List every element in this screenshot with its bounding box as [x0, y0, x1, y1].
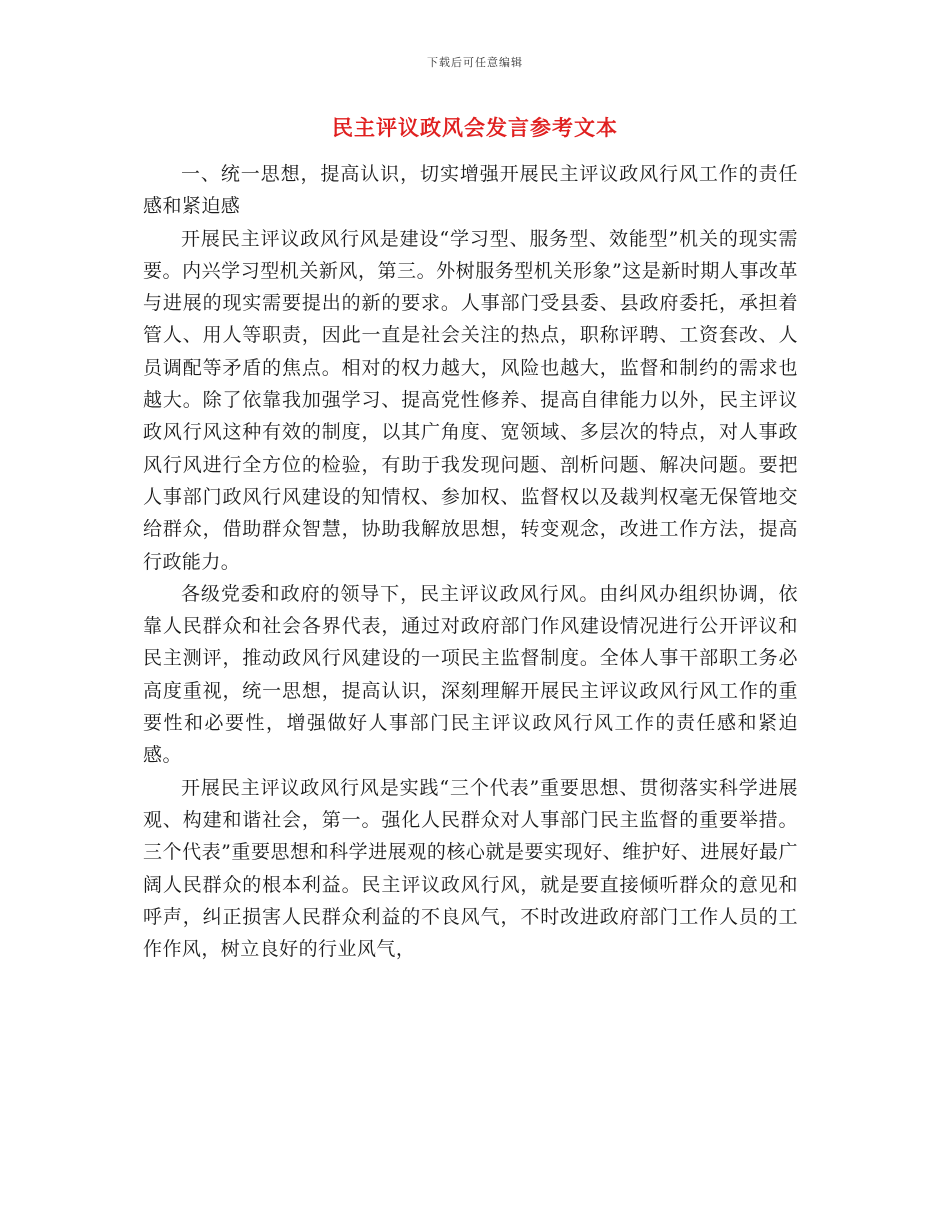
paragraph-1: 一、统一思想，提高认识，切实增强开展民主评议政风行风工作的责任感和紧迫感 — [143, 163, 798, 218]
paragraph-4: 开展民主评议政风行风是实践“三个代表”重要思想、贯彻落实科学进展观、构建和谐社会，第一。强化人民群众对人事部门民主监督的重要举措。三个代表”重要思想和科学进展观的核心就是要实现好、维护好、进展好最广阔人民群众的根本利益。民主评议政风行风，就是要直接倾听群众的意见和呼声，纠正损害人民群众利益的不良风气，不时改进政府部门工作人员的工作作风，树立良好的行业风气， — [143, 776, 798, 961]
paragraph-3: 各级党委和政府的领导下，民主评议政风行风。由纠风办组织协调，依靠人民群众和社会各界代表，通过对政府部门作风建设情况进行公开评议和民主测评，推动政风行风建设的一项民主监督制度。全体人事干部职工务必高度重视，统一思想，提高认识，深刻理解开展民主评议政风行风工作的重要性和必要性，增强做好人事部门民主评议政风行风工作的责任感和紧迫感。 — [143, 582, 798, 767]
document-body — [143, 158, 798, 965]
header-note: 下载后可任意编辑 — [427, 56, 523, 69]
paragraph-2: 开展民主评议政风行风是建设“学习型、服务型、效能型”机关的现实需要。内兴学习型机关新风，第三。外树服务型机关形象”这是新时期人事改革与进展的现实需要提出的新的要求。人事部门受县委、县政府委托，承担着管人、用人等职责，因此一直是社会关注的热点，职称评聘、工资套改、人员调配等矛盾的焦点。相对的权力越大，风险也越大，监督和制约的需求也越大。除了依靠我加强学习、提高党性修养、提高自律能力以外，民主评议政风行风这种有效的制度，以其广角度、宽领域、多层次的特点，对人事政风行风进行全方位的检验，有助于我发现问题、剖析问题、解决问题。要把人事部门政风行风建设的知情权、参加权、监督权以及裁判权毫无保管地交给群众，借助群众智慧，协助我解放思想，转变观念，改进工作方法，提高行政能力。 — [143, 227, 798, 573]
document-title: 民主评议政风会发言参考文本 — [332, 115, 618, 140]
